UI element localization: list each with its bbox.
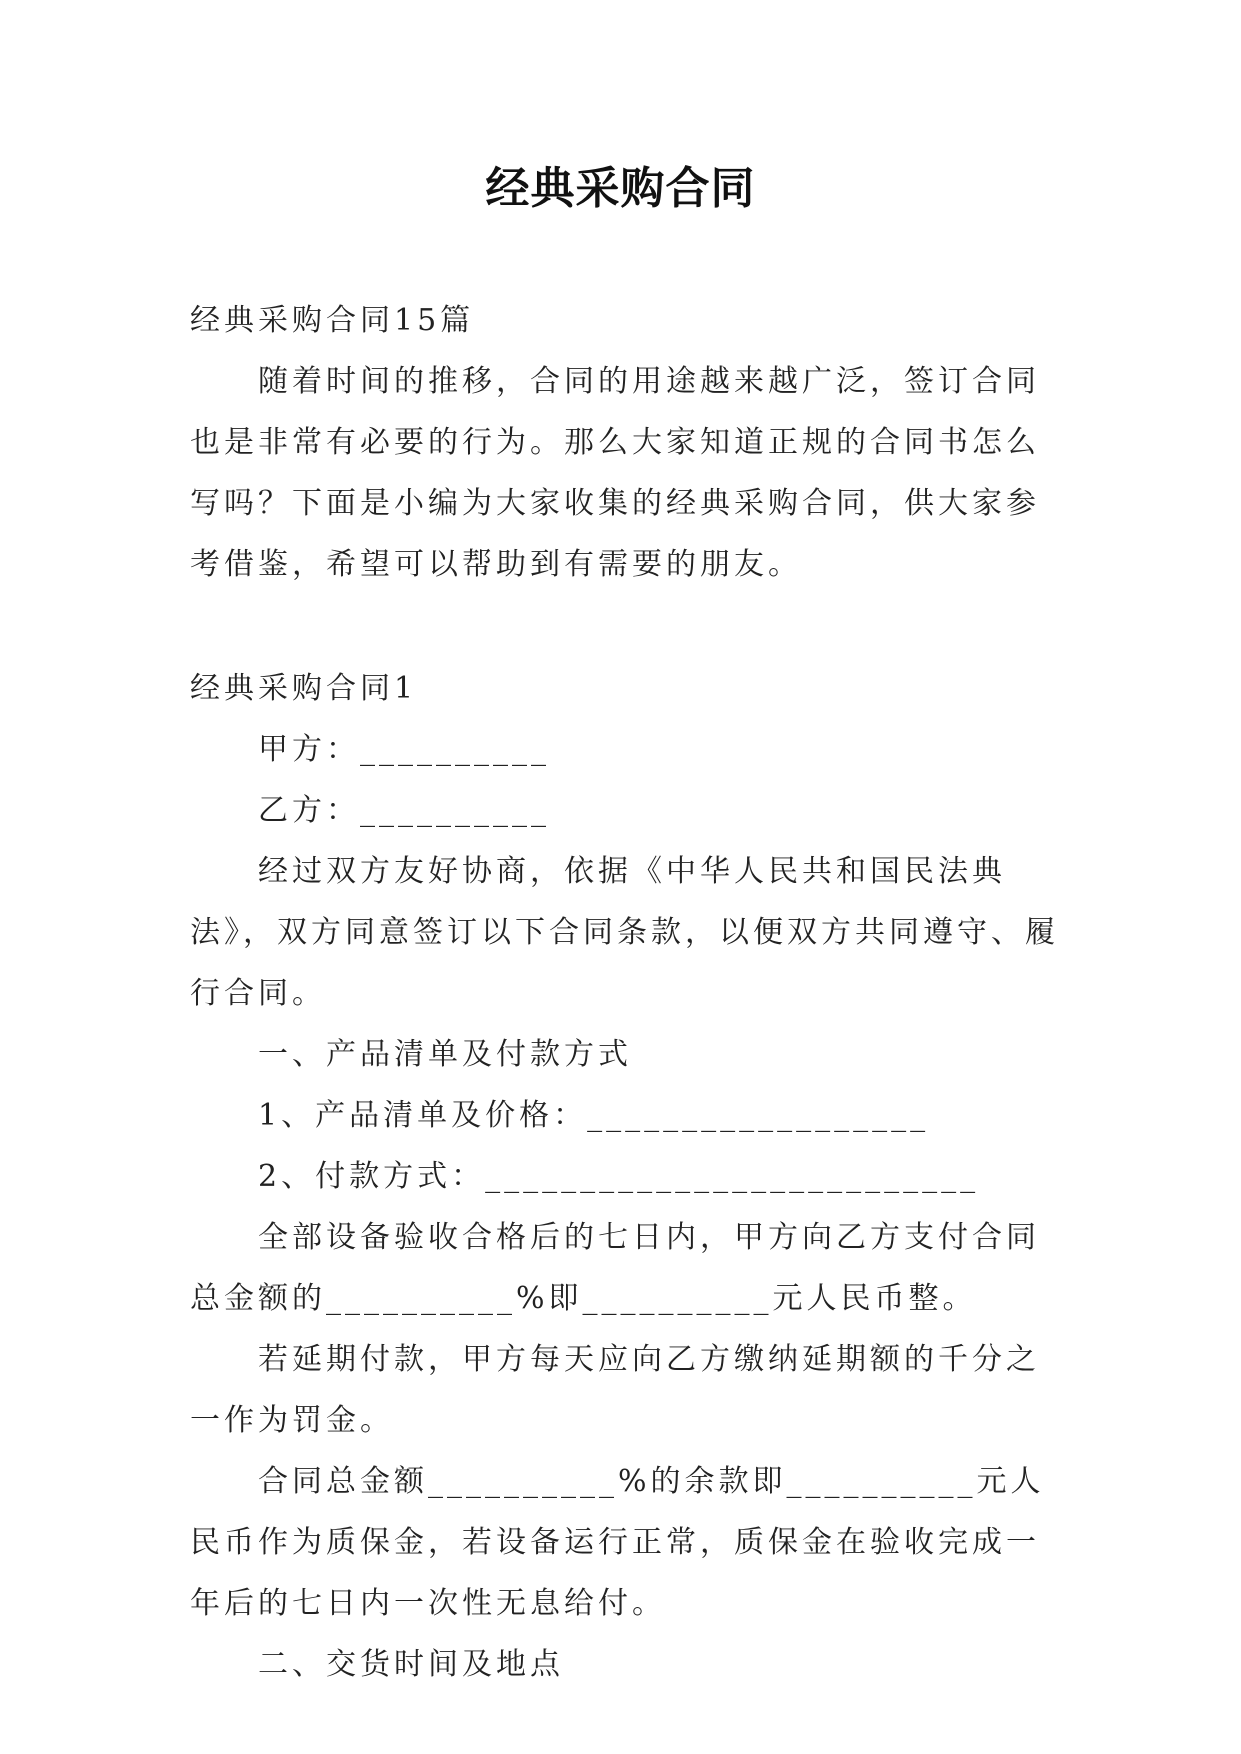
clause1-heading: 一、产品清单及付款方式 bbox=[258, 1037, 632, 1072]
payment-terms-paragraph: 全部设备验收合格后的七日内，甲方向乙方支付合同总金额的__________%即__________元人民币整。 bbox=[190, 1220, 1040, 1316]
late-payment-paragraph: 若延期付款，甲方每天应向乙方缴纳延期额的千分之一作为罚金。 bbox=[190, 1342, 1040, 1438]
party-b-line: 乙方：__________ bbox=[258, 793, 550, 828]
document-title: 经典采购合同 bbox=[485, 163, 756, 214]
paragraph-gap bbox=[190, 595, 1060, 658]
party-a-line: 甲方：__________ bbox=[258, 732, 550, 767]
preamble-paragraph: 经过双方友好协商，依据《中华人民共和国民法典法》，双方同意签订以下合同条款，以便双方共同遵守、履行合同。 bbox=[190, 854, 1059, 1011]
clause1-item1: 1、产品清单及价格：__________________ bbox=[258, 1098, 930, 1133]
document-subtitle: 经典采购合同15篇 bbox=[190, 303, 475, 338]
document-body bbox=[190, 290, 1060, 1695]
clause2-heading: 二、交货时间及地点 bbox=[258, 1647, 564, 1682]
intro-paragraph: 随着时间的推移，合同的用途越来越广泛，签订合同也是非常有必要的行为。那么大家知道正规的合同书怎么写吗？下面是小编为大家收集的经典采购合同，供大家参考借鉴，希望可以帮助到有需要的朋友。 bbox=[190, 364, 1040, 582]
warranty-paragraph: 合同总金额__________%的余款即__________元人民币作为质保金，若设备运行正常，质保金在验收完成一年后的七日内一次性无息给付。 bbox=[190, 1464, 1045, 1621]
clause1-item2: 2、付款方式：__________________________ bbox=[258, 1159, 980, 1194]
section-heading: 经典采购合同1 bbox=[190, 671, 418, 706]
